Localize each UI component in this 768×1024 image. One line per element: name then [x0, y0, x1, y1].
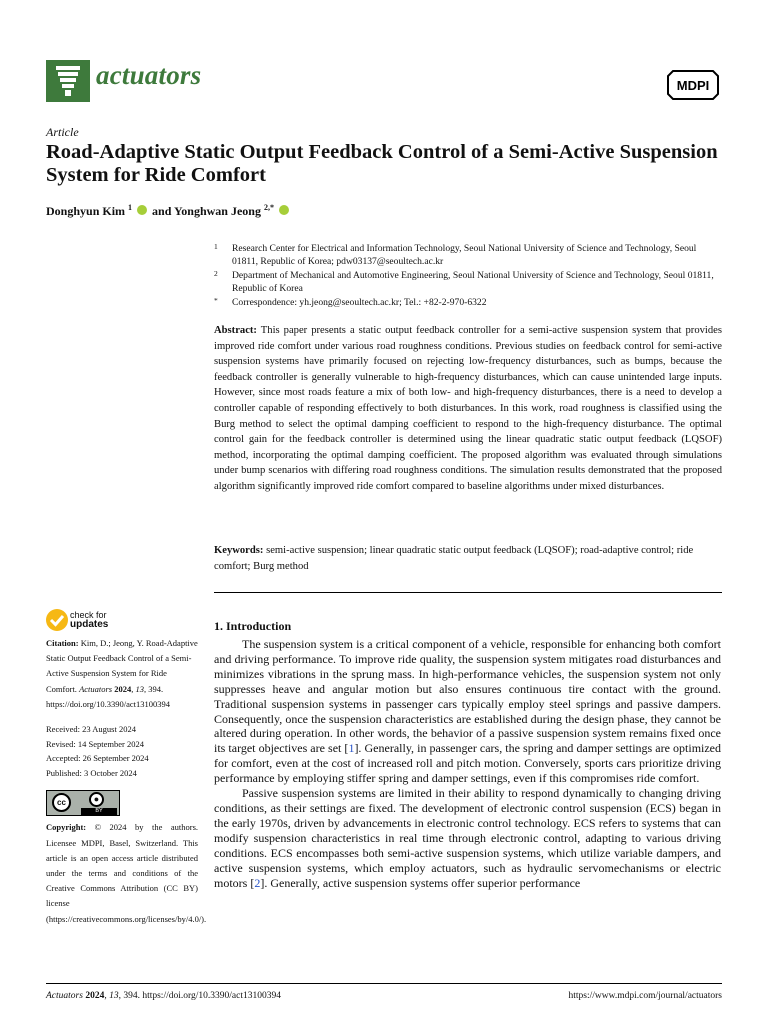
date-received: Received: 23 August 2024: [46, 724, 136, 735]
date-published: Published: 3 October 2024: [46, 767, 137, 778]
orcid-icon[interactable]: [279, 205, 289, 215]
citation-label: Citation:: [46, 638, 79, 648]
affiliation: [214, 269, 720, 296]
cc-icon: cc: [52, 793, 71, 812]
copyright-label: Copyright:: [46, 822, 87, 833]
check-updates-line2: updates: [70, 619, 109, 630]
publication-dates: [46, 722, 198, 780]
footer-citation: Actuators 2024, 13, 394. https://doi.org/10.3390/act13100394: [46, 991, 281, 1001]
by-label: BY: [81, 808, 117, 815]
section-divider: [214, 592, 722, 593]
abstract-label: Abstract:: [214, 325, 257, 336]
sidebar: [46, 636, 207, 927]
correspondence: [214, 296, 720, 309]
abstract: [214, 323, 722, 495]
check-updates-line1: check for: [70, 610, 107, 620]
affiliation: [214, 242, 720, 269]
footer-divider: [46, 983, 722, 984]
publisher-logo: [667, 70, 719, 100]
date-accepted: Accepted: 26 September 2024: [46, 753, 149, 764]
citation-journal: Actuators: [79, 683, 113, 694]
keywords-label: Keywords:: [214, 545, 264, 556]
introduction-body: [214, 637, 721, 890]
affiliation-text: Department of Mechanical and Automotive Engineering, Seoul National University of Science and Technology, Seoul 01811, Republic of Korea: [232, 269, 714, 295]
affiliation-number: 1: [214, 242, 218, 251]
copyright: [46, 820, 207, 926]
author-affil-sup: 1: [128, 203, 133, 212]
keywords-text: semi-active suspension; linear quadratic static output feedback (LQSOF); road-adaptive control; ride comfort; Burg method: [214, 545, 694, 572]
correspondence-text: Correspondence: yh.jeong@seoultech.ac.kr; Tel.: +82-2-970-6322: [232, 296, 487, 308]
citation-text: Kim, D.; Jeong, Y. Road-Adaptive Static Output Feedback Control of a Semi-Active Suspension System for Ride Comfort.: [46, 638, 198, 694]
article-type: Article: [46, 125, 79, 139]
journal-logo: [46, 60, 90, 102]
check-updates-badge[interactable]: [46, 609, 166, 633]
citation-link[interactable]: 2: [254, 875, 261, 890]
author-list: [46, 203, 291, 219]
paragraph: Passive suspension systems are limited in their ability to respond dynamically to changing driving conditions, as their settings are fixed. The development of electronic control suspension (ECS) began in the early 1970s, driven by advancements in electronic control technology. ECS refers to systems that can modify suspension characteristics in real time through electronic control, adapting to various driving conditions. ECS encompasses both semi-active suspension systems, which utilize variable dampers, and active suspension systems, which employ actuators, such as hydraulic servomechanisms or electric motors [2]. Generally, active suspension systems offer superior performance: [214, 786, 721, 890]
orcid-icon[interactable]: [137, 205, 147, 215]
journal-name: actuators: [96, 60, 202, 90]
person-icon: ●: [89, 792, 104, 807]
footer-year: 2024: [85, 991, 105, 1001]
citation-link[interactable]: 1: [348, 741, 355, 756]
citation-year: 2024: [114, 683, 132, 694]
affiliations: [214, 242, 720, 309]
paragraph: The suspension system is a critical component of a vehicle, responsible for enhancing both comfort and driving performance. To improve ride quality, the suspension system mitigates road disturbances and minimizes vibrations in the sprung mass. In high-performance vehicles, the suspension system not only suppresses heave and angular motion but also ensures continuous tire contact with the ground. Traditional suspension systems in passenger cars typically employ steel springs and passive dampers. Consequently, once the suspension characteristics are established during the design phase, they cannot be altered during operation. In other words, the behavior of a passive suspension system remains fixed once its target objectives are set [1]. Generally, in passenger cars, the spring and damper settings are optimized for comfort, even at the cost of increased roll and pitch motion. Conversely, sports cars prioritize driving performance by employing stiffer spring and damper settings, even if this compromises ride comfort.: [214, 637, 722, 786]
cc-by-license-badge[interactable]: [46, 790, 120, 816]
citation: Citation: Kim, D.; Jeong, Y. Road-Adaptive Static Output Feedback Control of a Semi-Active Suspension System for Ride Comfort. Actuators 2024, 13, 394. https://doi.org/10.3390/act13100394: [46, 638, 198, 709]
author-conjunction: and: [152, 204, 172, 218]
copyright-text: © 2024 by the authors. Licensee MDPI, Basel, Switzerland. This article is an open access article distributed under the terms and conditions of the Creative Commons Attribution (CC BY) license (https://creativecommons.org/licenses/by/4.0/).: [46, 822, 207, 924]
keywords: [214, 543, 722, 574]
author-name: Donghyun Kim: [46, 204, 126, 218]
article-title: Road-Adaptive Static Output Feedback Control of a Semi-Active Suspension System for Ride Comfort: [46, 141, 718, 186]
abstract-text: This paper presents a static output feedback controller for a semi-active suspension system that provides improved ride comfort under various road roughness conditions. Previous studies on feedback control for semi-active suspension systems have primarily focused on rejecting low-frequency disturbances, such as bumps, because the feedback controller is generally vulnerable to high-frequency disturbances, which can cause unintended large inputs. However, since most roads feature a mix of both low- and high-frequency disturbances, there is a need to develop a controller capable of responding effectively to both disturbances. In this work, road roughness is classified using the Burg method to select the optimal damping coefficient to respond to the high-frequency disturbance. The optimal control gain for the feedback controller is determined using the linear quadratic static output feedback (LQSOF) method, incorporating the optimal damping coefficient. The proposed algorithm was evaluated through simulations under bump scenarios with differing road roughness conditions. The simulation results demonstrated that the proposed algorithm significantly improved ride comfort compared to baseline algorithms under mixed disturbances.: [214, 325, 722, 492]
section-heading: 1. Introduction: [214, 619, 292, 633]
actuator-icon: [46, 60, 90, 102]
footer-doi[interactable]: , 394. https://doi.org/10.3390/act13100394: [118, 991, 281, 1001]
citation-doi: , 394. https://doi.org/10.3390/act13100394: [46, 683, 171, 709]
footer-journal-url[interactable]: https://www.mdpi.com/journal/actuators: [568, 991, 722, 1001]
check-icon: [46, 609, 68, 631]
affiliation-number: 2: [214, 268, 218, 278]
footer-journal: Actuators: [46, 991, 83, 1001]
affiliation-text: Research Center for Electrical and Information Technology, Seoul National University of Science and Technology, Seoul 01811, Republic of Korea; pdw03137@seoultech.ac.kr: [232, 243, 697, 268]
author-affil-sup: 2,*: [263, 203, 274, 212]
affiliation-number: *: [214, 295, 218, 305]
date-revised: Revised: 14 September 2024: [46, 738, 144, 749]
citation-volume: 13: [135, 683, 144, 694]
footer-volume: 13: [109, 991, 119, 1001]
publisher-name: MDPI: [676, 78, 710, 93]
author-name: Yonghwan Jeong: [173, 204, 261, 218]
